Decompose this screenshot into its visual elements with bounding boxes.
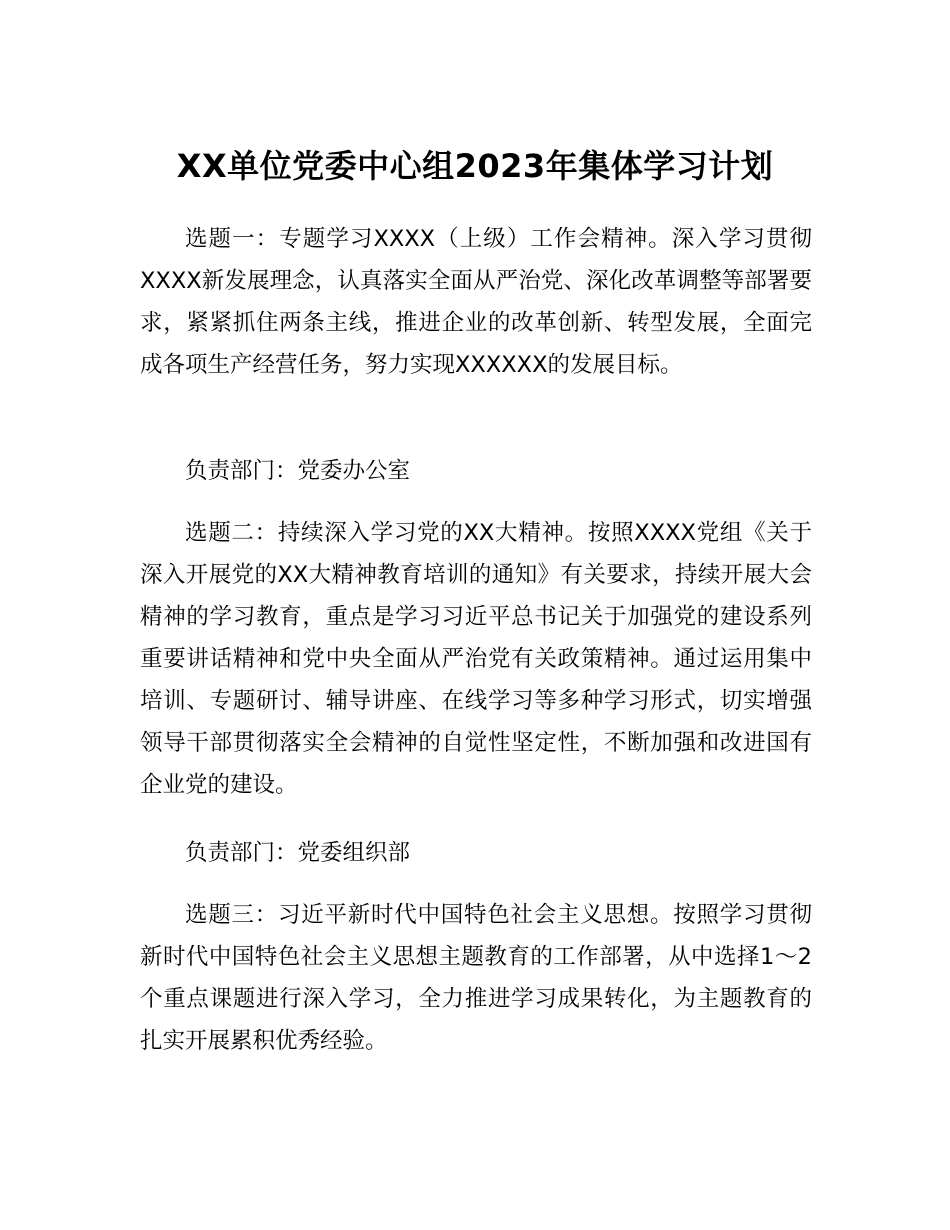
topic-two-paragraph: 选题二：持续深入学习党的XX大精神。按照XXXX党组《关于深入开展党的XX大精神教育培训的通知》有关要求，持续开展大会精神的学习教育，重点是学习习近平总书记关于加强党的建设系列重要讲话精神和党中央全面从严治党有关政策精神。通过运用集中培训、专题研讨、辅导讲座、在线学习等多种学习形式，切实增强领导干部贯彻落实全会精神的自觉性坚定性，不断加强和改进国有企业党的建设。 xyxy=(140,520,812,798)
document-title: XX单位党委中心组2023年集体学习计划 xyxy=(176,147,774,185)
topic-three-paragraph: 选题三：习近平新时代中国特色社会主义思想。按照学习贯彻新时代中国特色社会主义思想主题教育的工作部署，从中选择1～2个重点课题进行深入学习，全力推进学习成果转化，为主题教育的扎实开展累积优秀经验。 xyxy=(140,902,812,1054)
topic-one-paragraph: 选题一：专题学习XXXX（上级）工作会精神。深入学习贯彻XXXX新发展理念，认真落实全面从严治党、深化改革调整等部署要求，紧紧抓住两条主线，推进企业的改革创新、转型发展，全面完成各项生产经营任务，努力实现XXXXXX的发展目标。 xyxy=(140,226,812,378)
topic-two-department: 负责部门：党委组织部 xyxy=(185,840,411,866)
topic-one-department: 负责部门：党委办公室 xyxy=(185,458,411,484)
